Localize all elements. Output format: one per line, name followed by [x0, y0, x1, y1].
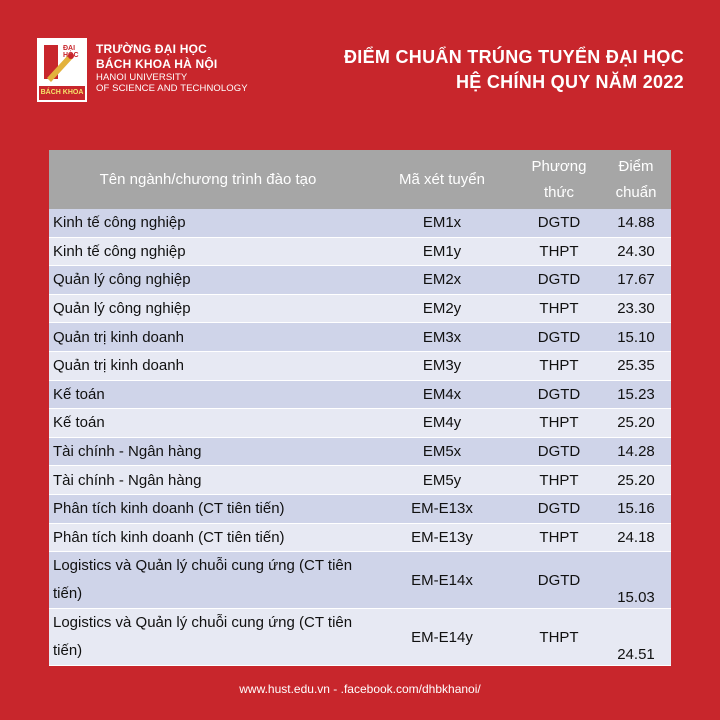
cutoff-score: 24.18: [601, 523, 671, 552]
header-score: [601, 150, 671, 209]
header-method-line-2: thức: [543, 183, 575, 201]
cutoff-score: 15.03: [601, 552, 671, 609]
program-name: Kế toán: [49, 380, 367, 409]
score-table: [49, 150, 671, 666]
table-row: [49, 523, 671, 552]
table-header-row: [49, 150, 671, 209]
cutoff-score: 25.20: [601, 466, 671, 495]
program-name: Phân tích kinh doanh (CT tiên tiến): [49, 494, 367, 523]
table-row: [49, 609, 671, 666]
admission-method: THPT: [517, 237, 601, 266]
admission-method: THPT: [517, 409, 601, 438]
header-score-line-2: chuẩn: [615, 183, 657, 201]
admission-code: EM-E14y: [367, 609, 517, 666]
program-name: Logistics và Quản lý chuỗi cung ứng (CT tiên tiến): [49, 552, 367, 609]
table-row: [49, 466, 671, 495]
program-name: Quản trị kinh doanh: [49, 351, 367, 380]
admission-method: DGTD: [517, 323, 601, 352]
admission-method: DGTD: [517, 552, 601, 609]
cutoff-score: 15.23: [601, 380, 671, 409]
program-name: Tài chính - Ngân hàng: [49, 437, 367, 466]
admission-code: EM5x: [367, 437, 517, 466]
table-row: [49, 209, 671, 237]
cutoff-score: 17.67: [601, 266, 671, 295]
table-row: [49, 409, 671, 438]
admission-code: EM3y: [367, 351, 517, 380]
table-row: [49, 494, 671, 523]
header-method-line-1: Phương: [531, 157, 587, 175]
program-name: Quản trị kinh doanh: [49, 323, 367, 352]
table-row: [49, 237, 671, 266]
cutoff-score: 14.28: [601, 437, 671, 466]
program-name: Quản lý công nghiệp: [49, 294, 367, 323]
cutoff-score: 15.16: [601, 494, 671, 523]
admission-method: DGTD: [517, 266, 601, 295]
header-method: [517, 150, 601, 209]
cutoff-score: 25.35: [601, 351, 671, 380]
logo-emblem: [39, 40, 85, 86]
uni-name-line-3: HANOI UNIVERSITY: [96, 72, 188, 83]
program-name: Kế toán: [49, 409, 367, 438]
admission-code: EM5y: [367, 466, 517, 495]
footer-links: www.hust.edu.vn - .facebook.com/dhbkhanoi/: [239, 682, 481, 696]
table-row: [49, 266, 671, 295]
page-title: [344, 45, 684, 95]
cutoff-score: 24.30: [601, 237, 671, 266]
program-name: Quản lý công nghiệp: [49, 266, 367, 295]
admission-code: EM2x: [367, 266, 517, 295]
uni-name-line-2: BÁCH KHOA HÀ NỘI: [96, 57, 218, 71]
admission-code: EM-E14x: [367, 552, 517, 609]
program-name: Phân tích kinh doanh (CT tiên tiến): [49, 523, 367, 552]
score-table-container: [49, 150, 671, 666]
header-program-name: Tên ngành/chương trình đào tạo: [49, 150, 367, 209]
program-name: Kinh tế công nghiệp: [49, 237, 367, 266]
logo-bottom-text: BÁCH KHOA: [39, 86, 85, 100]
admission-code: EM-E13x: [367, 494, 517, 523]
admission-method: THPT: [517, 523, 601, 552]
header-score-line-1: Điểm: [618, 157, 654, 175]
table-row: [49, 351, 671, 380]
admission-code: EM1y: [367, 237, 517, 266]
admission-method: THPT: [517, 609, 601, 666]
cutoff-score: 24.51: [601, 609, 671, 666]
admission-code: EM1x: [367, 209, 517, 237]
cutoff-score: 14.88: [601, 209, 671, 237]
table-row: [49, 437, 671, 466]
title-line-1: ĐIỂM CHUẨN TRÚNG TUYỂN ĐẠI HỌC: [344, 47, 684, 67]
cutoff-score: 25.20: [601, 409, 671, 438]
admission-method: DGTD: [517, 380, 601, 409]
admission-code: EM4x: [367, 380, 517, 409]
cutoff-score: 23.30: [601, 294, 671, 323]
admission-code: EM2y: [367, 294, 517, 323]
admission-code: EM3x: [367, 323, 517, 352]
university-logo: [37, 38, 87, 102]
title-line-2: HỆ CHÍNH QUY NĂM 2022: [455, 72, 684, 92]
table-row: [49, 294, 671, 323]
admission-method: THPT: [517, 294, 601, 323]
admission-method: THPT: [517, 351, 601, 380]
uni-name-line-1: TRƯỜNG ĐẠI HỌC: [96, 42, 207, 56]
admission-method: THPT: [517, 466, 601, 495]
cutoff-score: 15.10: [601, 323, 671, 352]
admission-method: DGTD: [517, 209, 601, 237]
admission-method: DGTD: [517, 494, 601, 523]
program-name: Tài chính - Ngân hàng: [49, 466, 367, 495]
program-name: Kinh tế công nghiệp: [49, 209, 367, 237]
admission-code: EM4y: [367, 409, 517, 438]
admission-method: DGTD: [517, 437, 601, 466]
admission-code: EM-E13y: [367, 523, 517, 552]
table-row: [49, 552, 671, 609]
logo-top-text: ĐẠI HỌC: [63, 45, 79, 59]
header-code: Mã xét tuyển: [367, 150, 517, 209]
table-row: [49, 323, 671, 352]
table-row: [49, 380, 671, 409]
university-name: [96, 42, 248, 94]
uni-name-line-4: OF SCIENCE AND TECHNOLOGY: [96, 83, 248, 94]
program-name: Logistics và Quản lý chuỗi cung ứng (CT tiên tiến): [49, 609, 367, 666]
